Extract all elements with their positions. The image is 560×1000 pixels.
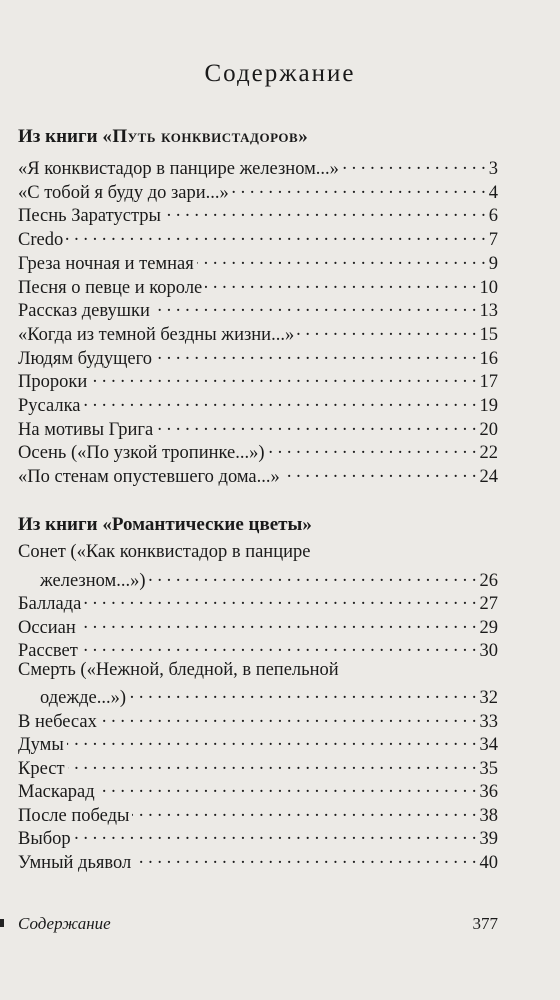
section-heading-name: «Путь конквистадоров»	[102, 126, 309, 147]
dot-leader	[155, 348, 477, 368]
dot-leader	[342, 158, 486, 178]
toc-entry	[18, 801, 498, 825]
dot-leader	[67, 734, 477, 754]
dot-leader	[81, 640, 477, 660]
toc-entry	[18, 730, 498, 754]
toc-entry-title: На мотивы Грига	[18, 419, 154, 440]
toc-entry-title: «Я конквистадор в панцире железном...»	[18, 159, 339, 179]
dot-leader	[100, 711, 477, 731]
toc-entry-page: 16	[479, 348, 498, 369]
dot-leader	[129, 687, 476, 707]
toc-entry	[18, 154, 498, 178]
toc-entry-title: Людям будущего	[18, 348, 152, 369]
toc-entry-title: Песнь Заратустры	[18, 206, 161, 227]
dot-leader	[74, 828, 477, 848]
toc-entry	[18, 367, 498, 391]
toc-entry	[18, 848, 498, 872]
toc-entry-title: Греза ночная и темная	[18, 253, 194, 274]
toc-entry	[18, 438, 498, 462]
running-title: Содержание	[18, 914, 111, 933]
dot-leader	[79, 617, 477, 637]
dot-leader	[149, 570, 477, 590]
toc-entry-page: 33	[479, 711, 498, 732]
toc-entry	[18, 391, 498, 415]
dot-leader	[232, 182, 486, 202]
toc-entry-title: «По стенам опустевшего дома...»	[18, 467, 280, 488]
toc-entry-page: 39	[479, 829, 498, 849]
toc-entry-page: 27	[479, 594, 498, 614]
toc-entry	[18, 542, 498, 566]
section-heading-1	[18, 126, 498, 148]
toc-entry-title: Рассвет	[18, 641, 78, 661]
dot-leader	[84, 593, 476, 613]
toc-entry-page: 36	[479, 782, 498, 802]
dot-leader	[66, 229, 486, 249]
dot-leader	[68, 758, 477, 778]
toc-entry-page: 6	[488, 206, 498, 227]
toc-entry-page: 29	[479, 617, 498, 638]
toc-entry-continuation	[18, 683, 498, 707]
page-number: 377	[472, 914, 498, 933]
dot-leader	[90, 371, 476, 391]
toc-entry-title: «С тобой я буду до зари...»	[18, 182, 229, 203]
toc-entry-page: 7	[488, 230, 498, 251]
toc-entry-page: 32	[479, 688, 498, 708]
toc-entry-title-continuation: железном...»)	[40, 570, 146, 591]
page-footer	[18, 914, 498, 934]
toc-entry-title: Осень («По узкой тропинке...»)	[18, 443, 265, 464]
toc-entry-title: Смерть («Нежной, бледной, в пепельной	[18, 659, 339, 680]
toc-entry-page: 26	[479, 570, 498, 591]
toc-entry-page: 4	[488, 182, 498, 203]
toc-entry-title: В небесах	[18, 711, 97, 732]
toc-entry-title: Рассказ девушки	[18, 301, 150, 322]
toc-entry	[18, 415, 498, 439]
toc-entry	[18, 462, 498, 486]
dot-leader	[205, 277, 476, 297]
toc-entry-page: 3	[488, 159, 498, 179]
toc-entry-title: Баллада	[18, 594, 82, 614]
toc-entry	[18, 754, 498, 778]
toc-entry-page: 22	[479, 443, 498, 464]
toc-entry-page: 19	[479, 396, 498, 416]
page-edge-mark	[0, 919, 4, 927]
toc-entry-page: 40	[479, 852, 498, 873]
toc-entry-title: Русалка	[18, 396, 81, 416]
toc-entry	[18, 613, 498, 637]
dot-leader	[164, 205, 486, 225]
toc-entry	[18, 273, 498, 297]
dot-leader	[84, 395, 477, 415]
dot-leader	[132, 805, 476, 825]
dot-leader	[134, 852, 476, 872]
toc-entry-title: Оссиан	[18, 617, 76, 638]
toc-entry-page: 17	[479, 372, 498, 393]
section-heading-prefix: Из книги	[18, 126, 103, 147]
toc-entry-page: 30	[479, 641, 498, 661]
toc-entry	[18, 824, 498, 848]
toc-entry-title: Credo	[18, 230, 64, 251]
toc-entry-title-continuation: одежде...»)	[40, 688, 127, 708]
toc-entry	[18, 201, 498, 225]
dot-leader	[297, 324, 476, 344]
toc-entry-title: Выбор	[18, 829, 71, 849]
dot-leader	[156, 419, 476, 439]
toc-entry-title: Крест	[18, 758, 65, 779]
toc-entry-title: Пророки	[18, 372, 88, 393]
toc-entry	[18, 249, 498, 273]
dot-leader	[98, 781, 477, 801]
toc-entry-title: После победы	[18, 805, 130, 826]
toc-entry-page: 38	[479, 805, 498, 826]
dot-leader	[268, 442, 477, 462]
toc-entry-page: 24	[479, 467, 498, 488]
toc-entry-page: 20	[479, 419, 498, 440]
toc-entry	[18, 636, 498, 660]
toc-entry-title: Маскарад	[18, 782, 95, 802]
toc-entry-continuation	[18, 566, 498, 590]
toc-entry	[18, 225, 498, 249]
toc-entry-page: 35	[479, 758, 498, 779]
toc-entry-page: 15	[479, 324, 498, 345]
toc-entry	[18, 707, 498, 731]
toc-entry	[18, 178, 498, 202]
toc-entry-title: Умный дьявол	[18, 852, 132, 873]
toc-entry	[18, 344, 498, 368]
toc-entry-page: 9	[488, 253, 498, 274]
toc-entry	[18, 660, 498, 684]
dot-leader	[283, 466, 477, 486]
toc-entry-title: Думы	[18, 735, 64, 755]
section-heading-2: Из книги «Романтические цветы»	[18, 514, 312, 535]
toc-entry-page: 34	[479, 735, 498, 755]
toc-entry	[18, 777, 498, 801]
toc-entry-title: «Когда из темной бездны жизни...»	[18, 324, 295, 345]
toc-entry	[18, 296, 498, 320]
toc-entry-title: Сонет («Как конквистадор в панцире	[18, 542, 311, 562]
dot-leader	[153, 300, 477, 320]
toc-entry	[18, 589, 498, 613]
toc-entry-page: 13	[479, 301, 498, 322]
page-title: Содержание	[204, 60, 356, 87]
toc-entry-page: 10	[479, 277, 498, 298]
dot-leader	[197, 253, 486, 273]
toc-entry	[18, 320, 498, 344]
toc-entry-title: Песня о певце и короле	[18, 277, 203, 298]
